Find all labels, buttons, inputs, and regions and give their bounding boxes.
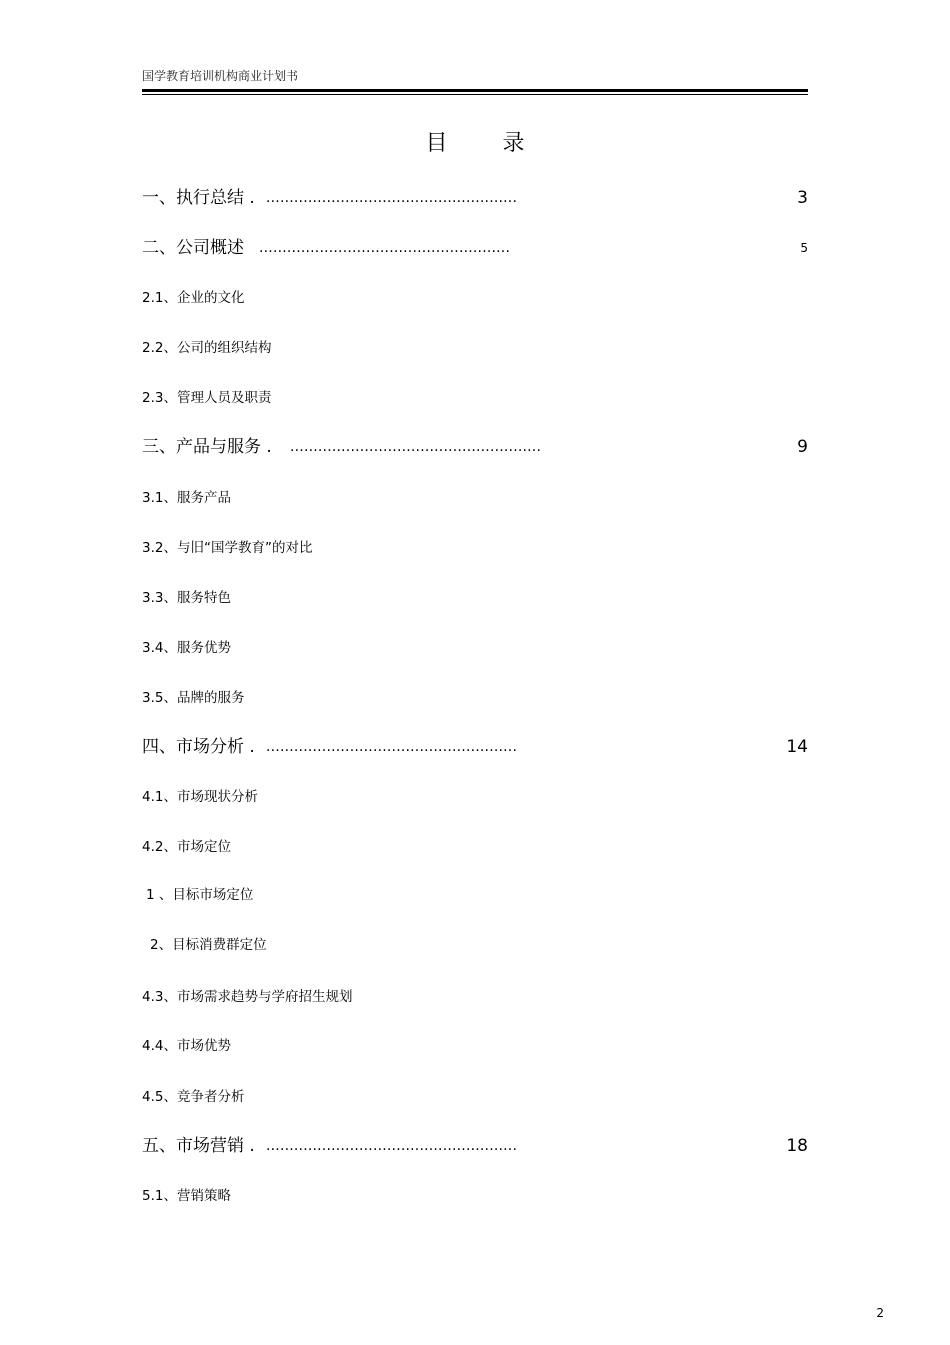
toc-entry-3-2[interactable] [142, 538, 808, 558]
toc-entry-label: 4.3、市场需求趋势与学府招生规划 [142, 989, 353, 1005]
running-header: 国学教育培训机构商业计划书 [142, 69, 299, 83]
toc-dot-leader: ...................................................... [290, 439, 542, 455]
toc-entry-2-2[interactable] [142, 338, 808, 358]
toc-page-number: 3 [797, 188, 808, 208]
toc-dot-leader: ...................................................... [266, 739, 518, 755]
toc-entry-4-2[interactable] [142, 837, 808, 857]
toc-dot-leader: ...................................................... [259, 240, 511, 256]
toc-entry-label: 三、产品与服务 [142, 437, 261, 457]
toc-entry-label: 2.2、公司的组织结构 [142, 340, 272, 356]
toc-entry-label: 4.1、市场现状分析 [142, 789, 258, 805]
toc-entry-label: 4.5、竞争者分析 [142, 1089, 245, 1105]
toc-entry-label: 一、执行总结 [142, 188, 244, 208]
toc-entry-2-3[interactable] [142, 388, 808, 408]
toc-entry-3-1[interactable] [142, 488, 808, 508]
toc-entry-label: 五、市场营销 [142, 1136, 244, 1156]
toc-entry-label: 4.2、市场定位 [142, 839, 231, 855]
toc-entry-label: 3.5、品牌的服务 [142, 690, 245, 706]
toc-entry-4-5[interactable] [142, 1087, 808, 1107]
toc-entry-3[interactable] [142, 435, 808, 459]
toc-entry-4-2-1[interactable] [146, 885, 812, 905]
toc-entry-4-4[interactable] [142, 1036, 808, 1056]
toc-page-number: 9 [797, 437, 808, 457]
toc-entry-label: 2、目标消费群定位 [150, 937, 267, 953]
toc-entry-label: 4.4、市场优势 [142, 1038, 231, 1054]
toc-page-number: 14 [786, 737, 808, 757]
toc-entry-label: 2.3、管理人员及职责 [142, 390, 272, 406]
toc-entry-label: 四、市场分析 [142, 737, 244, 757]
toc-entry-3-5[interactable] [142, 688, 808, 708]
toc-entry-label: 3.4、服务优势 [142, 640, 231, 656]
toc-entry-3-4[interactable] [142, 638, 808, 658]
toc-entry-label: 2.1、企业的文化 [142, 290, 245, 306]
toc-entry-2[interactable] [142, 236, 808, 260]
toc-title: 目 录 [425, 131, 549, 156]
header-rule-thick [142, 89, 808, 92]
toc-dot-leader: ...................................................... [266, 190, 518, 206]
toc-dot-leader: ...................................................... [266, 1138, 518, 1154]
toc-page-number: 18 [786, 1136, 808, 1156]
toc-entry-1[interactable] [142, 186, 808, 210]
toc-entry-leader: . [244, 737, 255, 757]
page-number: 2 [876, 1306, 884, 1320]
toc-entry-5[interactable] [142, 1134, 808, 1158]
toc-entry-label: 3.3、服务特色 [142, 590, 231, 606]
toc-entry-4-3[interactable] [142, 987, 808, 1007]
toc-entry-leader: . [244, 188, 255, 208]
toc-entry-leader: . [261, 437, 272, 457]
toc-entry-3-3[interactable] [142, 588, 808, 608]
toc-entry-4-1[interactable] [142, 787, 808, 807]
toc-entry-2-1[interactable] [142, 288, 808, 308]
toc-entry-label: 3.2、与旧“国学教育”的对比 [142, 540, 313, 556]
toc-entry-4[interactable] [142, 735, 808, 759]
toc-page-number: 5 [800, 241, 808, 255]
header-rule-thin [142, 94, 808, 95]
toc-entry-label: 1 、目标市场定位 [146, 887, 254, 903]
toc-entry-4-2-2[interactable] [150, 935, 816, 955]
toc-entry-leader: . [244, 1136, 255, 1156]
toc-entry-label: 二、公司概述 [142, 238, 244, 258]
toc-entry-label: 3.1、服务产品 [142, 490, 231, 506]
toc-entry-label: 5.1、营销策略 [142, 1188, 231, 1204]
toc-entry-5-1[interactable] [142, 1186, 808, 1206]
